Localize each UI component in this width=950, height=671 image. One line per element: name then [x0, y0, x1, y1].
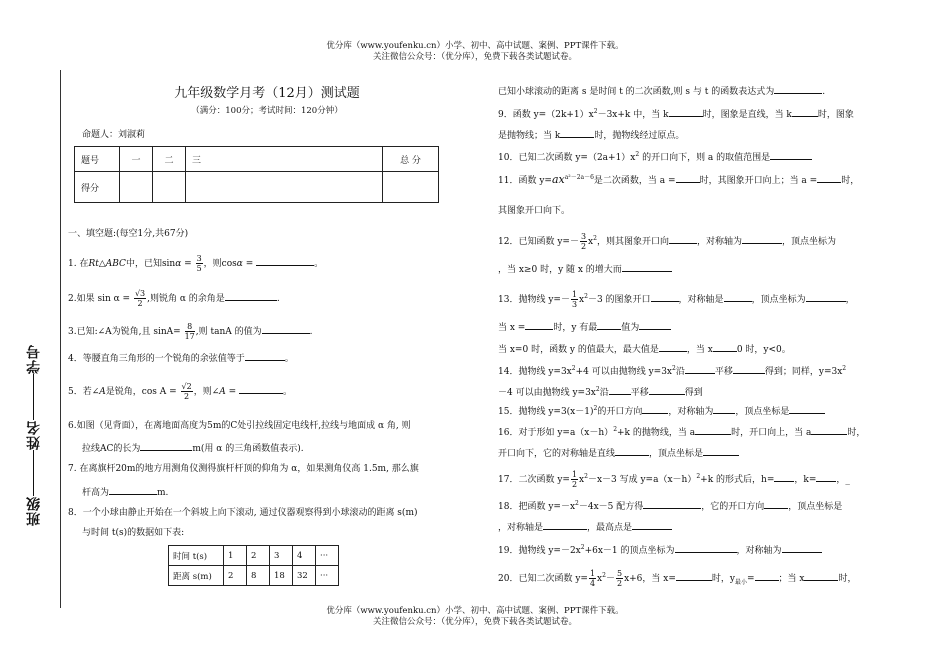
- answer-blank[interactable]: [695, 425, 731, 435]
- answer-blank[interactable]: [685, 364, 715, 374]
- question-16: 16．对于形如 $y=a(x-h)^2+k$ 的抛物线，当 a 时，开口向上，当 a 时，: [498, 426, 866, 438]
- question-9: 9．函数 $y=(2k+1)x^2-3x+k$ 中，当 k 时，图象是直线，当 k 时，图象: [498, 108, 854, 120]
- footer-line-2: 关注微信公众号：（优分库），免费下载各类试题试卷。: [372, 617, 577, 627]
- answer-blank[interactable]: [811, 425, 847, 435]
- question-6-cont: 拉线AC的长为 m(用 α 的三角函数值表示).: [82, 441, 304, 455]
- answer-blank[interactable]: [755, 571, 779, 581]
- table-cell: 1: [224, 546, 247, 566]
- question-6: 6.如图（见背面），在离地面高度为5m的C处引拉线固定电线杆,拉线与地面成 α 角, 则: [68, 421, 411, 431]
- table-row: [169, 566, 339, 586]
- score-cell: 题号: [75, 147, 120, 172]
- fraction: $\frac{5}{2}$: [616, 569, 623, 588]
- question-3: 3.已知:∠A为锐角,且 sinA= $\frac{8}{17}$ ,则 tanA 的值为 .: [68, 322, 313, 341]
- name-label: 姓名: [26, 420, 42, 450]
- answer-blank[interactable]: [639, 320, 671, 330]
- question-8-end: 已知小球滚动的距离 s 是时间 t 的二次函数,则 s 与 t 的函数表达式为 .: [498, 84, 825, 98]
- fraction: $\frac{8}{17}$: [184, 322, 195, 341]
- answer-blank[interactable]: [770, 150, 812, 160]
- score-cell: 一: [120, 147, 153, 172]
- answer-blank[interactable]: [615, 446, 649, 456]
- answer-blank[interactable]: [643, 499, 701, 509]
- answer-blank[interactable]: [140, 441, 192, 451]
- answer-blank[interactable]: [659, 342, 687, 352]
- answer-blank[interactable]: [703, 446, 739, 456]
- table-cell: 3: [270, 546, 293, 566]
- answer-blank[interactable]: [816, 472, 836, 482]
- table-cell: 32: [293, 566, 316, 586]
- answer-blank[interactable]: [525, 320, 553, 330]
- question-10: 10．已知二次函数 $y=(2a+1)x^2$ 的开口向下，则 a 的取值范围是: [498, 149, 812, 164]
- answer-blank[interactable]: [245, 351, 285, 361]
- answer-blank[interactable]: [713, 342, 737, 352]
- binding-side-labels: [14, 290, 54, 580]
- answer-blank[interactable]: [676, 571, 712, 581]
- score-cell: 总 分: [383, 147, 439, 172]
- question-7-cont: 杆高为 m.: [82, 485, 168, 499]
- header-line-1: 优分库（www.youfenku.cn）小学、初中、高中试题、案例、PPT课件下载。: [326, 41, 624, 51]
- answer-blank[interactable]: [239, 384, 283, 394]
- question-9-cont: 是抛物线；当 k 时，抛物线经过原点。: [498, 128, 684, 142]
- question-11-cont: 其图象开口向下。: [498, 206, 571, 216]
- answer-blank[interactable]: [804, 571, 838, 581]
- binding-line: [60, 70, 61, 608]
- question-18-cont: ，对称轴是 ，最高点是: [498, 520, 672, 534]
- score-cell: 得分: [75, 172, 120, 203]
- fraction: $\frac{3}{5}$: [196, 254, 202, 273]
- question-17: 17．二次函数 y= $\frac{1}{2}$ $x^2-x-3$ 写成 $y=a(x-h)^2+k$ 的形式后，h= ，k= ，_: [498, 470, 850, 489]
- exam-author: 命题人：刘淑莉: [82, 130, 146, 140]
- answer-blank[interactable]: [609, 385, 631, 395]
- fraction: $\frac{√3}{2}$: [134, 289, 146, 308]
- table-cell: 4: [293, 546, 316, 566]
- answer-blank[interactable]: [651, 292, 679, 302]
- score-row: [75, 172, 439, 203]
- answer-blank[interactable]: [676, 173, 700, 183]
- answer-blank[interactable]: [649, 385, 685, 395]
- answer-blank[interactable]: [792, 107, 818, 117]
- question-7: 7. 在离旗杆20m的地方用测角仪测得旗杆杆顶的仰角为 α，如果测角仪高 1.5m, 那么旗: [68, 464, 419, 474]
- question-12: 12．已知函数 y=－ $\frac{3}{2}$ $x^2$，则其图象开口向 ，对称轴为 ，顶点坐标为: [498, 232, 836, 251]
- fraction: $\frac{3}{2}$: [580, 232, 587, 251]
- section-heading: 一、填空题:(每空1分,共67分): [68, 229, 189, 239]
- table-cell: 18: [270, 566, 293, 586]
- answer-blank[interactable]: [109, 485, 157, 495]
- answer-blank[interactable]: [774, 472, 794, 482]
- question-20: 20．已知二次函数 y= $\frac{1}{4}$ $x^2-$ $\frac{5}{2}$ x+6，当 x= 时，$y_{最小}=$ ；当 x 时，: [498, 569, 857, 588]
- score-cell: 二: [153, 147, 186, 172]
- question-14: 14．抛物线 $y=3x^2+4$ 可以由抛物线 $y=3x^2$沿 平移 得到；同样，$y=3x^2$: [498, 365, 847, 377]
- score-input-cell[interactable]: [120, 172, 153, 203]
- score-table: [74, 146, 439, 203]
- exam-title: 九年级数学月考（12月）测试题: [174, 86, 360, 101]
- question-8: 8．一个小球由静止开始在一个斜坡上向下滚动, 通过仪器观察得到小球滚动的距离 s(m): [68, 508, 418, 518]
- answer-blank[interactable]: [642, 404, 668, 414]
- class-label: 班级: [26, 496, 42, 526]
- answer-blank[interactable]: [733, 364, 765, 374]
- answer-blank[interactable]: [774, 84, 822, 94]
- answer-blank[interactable]: [543, 520, 587, 530]
- answer-blank[interactable]: [632, 520, 672, 530]
- fraction: $\frac{√2}{2}$: [181, 382, 192, 401]
- answer-blank[interactable]: [669, 107, 703, 117]
- answer-blank[interactable]: [764, 499, 788, 509]
- answer-blank[interactable]: [789, 404, 825, 414]
- question-1: 1. 在Rt△ABC中，已知sinα = $\frac{3}{5}$ ，则cosα = 。: [68, 254, 324, 273]
- answer-blank[interactable]: [806, 292, 846, 302]
- table-cell: 时间 t(s): [169, 546, 224, 566]
- score-header-row: [75, 147, 439, 172]
- score-input-cell[interactable]: [186, 172, 383, 203]
- exam-subtitle: （满分：100分；考试时间：120分钟）: [191, 106, 343, 116]
- question-2: 2.如果 sin α = $\frac{√3}{2}$ ,则锐角 α 的余角是 .: [68, 289, 280, 308]
- answer-blank[interactable]: [597, 320, 621, 330]
- answer-blank[interactable]: [782, 543, 822, 553]
- ball-data-table: [168, 545, 339, 586]
- table-cell: ···: [316, 566, 339, 586]
- question-11: 11．函数 $y=ax^{a^2-2a-6}$是二次函数，当 a = 时，其图象开口向上；当 a = 时，: [498, 173, 860, 186]
- number-label: 学号: [26, 344, 42, 374]
- answer-blank[interactable]: [742, 234, 782, 244]
- answer-blank[interactable]: [256, 256, 314, 266]
- answer-blank[interactable]: [622, 262, 672, 272]
- table-cell: 距离 s(m): [169, 566, 224, 586]
- answer-blank[interactable]: [713, 404, 735, 414]
- answer-blank[interactable]: [724, 292, 752, 302]
- class-blank[interactable]: [34, 450, 35, 496]
- answer-blank[interactable]: [669, 234, 697, 244]
- score-input-cell[interactable]: [383, 172, 439, 203]
- header-line-2: 关注微信公众号：（优分库），免费下载各类试题试卷。: [372, 52, 577, 62]
- question-12-cont: ，当 x≥0 时，y 随 x 的增大而: [498, 262, 672, 276]
- score-input-cell[interactable]: [153, 172, 186, 203]
- question-4: 4．等腰直角三角形的一个锐角的余弦值等于 。: [68, 351, 294, 365]
- score-cell: 三: [186, 147, 383, 172]
- table-row: [169, 546, 339, 566]
- fraction: $\frac{1}{4}$: [589, 569, 596, 588]
- answer-blank[interactable]: [817, 173, 841, 183]
- page-footer: [0, 606, 950, 628]
- question-13-cont: 当 x = 时，y 有最 值为: [498, 320, 671, 334]
- page-header: [0, 41, 950, 63]
- answer-blank[interactable]: [225, 291, 277, 301]
- question-15: 15．抛物线 $y=3(x-1)^2$的开口方向 ，对称轴为 ，顶点坐标是: [498, 403, 825, 418]
- question-8-cont: 与时间 t(s)的数据如下表:: [82, 528, 185, 538]
- question-18: 18．把函数 $y=-x^2-4x-5$ 配方得 ，它的开口方向 ，顶点坐标是: [498, 500, 843, 512]
- answer-blank[interactable]: [675, 543, 737, 553]
- table-cell: ···: [316, 546, 339, 566]
- fraction: $\frac{1}{2}$: [571, 470, 578, 489]
- table-cell: 2: [247, 546, 270, 566]
- question-16-cont: 开口向下，它的对称轴是直线 ，顶点坐标是: [498, 446, 739, 460]
- name-blank[interactable]: [34, 374, 35, 420]
- footer-line-1: 优分库（www.youfenku.cn）小学、初中、高中试题、案例、PPT课件下载。: [326, 606, 624, 616]
- question-13: 13．抛物线 y=－ $\frac{1}{3}$ $x^2-3$ 的图象开口 ，对称轴是 ，顶点坐标为 ，: [498, 290, 855, 309]
- question-19: 19．抛物线 $y=-2x^2+6x-1$ 的顶点坐标为 ，对称轴为: [498, 542, 822, 557]
- question-13-cont2: 当 x=0 时，函数 y 的值最大，最大值是 ，当 x 0 时，y<0。: [498, 342, 791, 356]
- fraction: $\frac{1}{3}$: [571, 290, 578, 309]
- answer-blank[interactable]: [262, 324, 310, 334]
- answer-blank[interactable]: [560, 128, 594, 138]
- table-cell: 2: [224, 566, 247, 586]
- question-14-cont: －4 可以由抛物线 $y=3x^2$沿 平移 得到: [498, 386, 703, 398]
- table-cell: 8: [247, 566, 270, 586]
- question-5: 5．若∠A是锐角，cos A = $\frac{√2}{2}$ ，则∠A = 。: [68, 382, 293, 401]
